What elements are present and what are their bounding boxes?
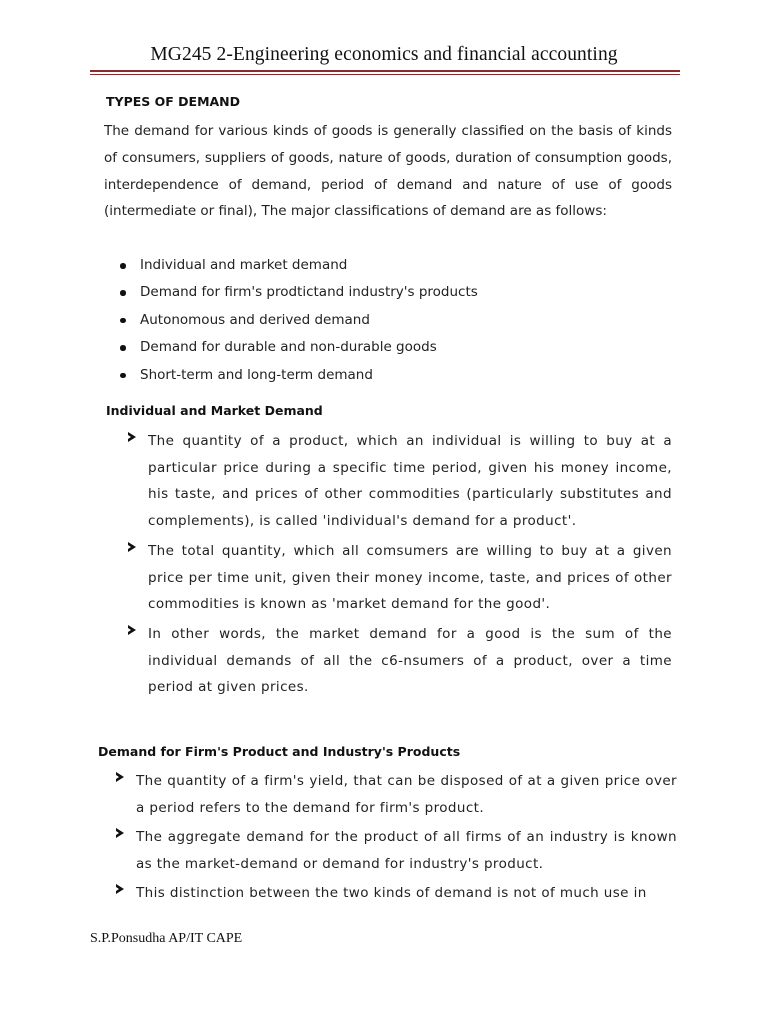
arrow-bullet-icon [116,828,124,838]
arrow-bullet-icon [128,432,136,442]
arrow-list-item: The aggregate demand for the product of all firms of an industry is known as the market-demand or demand for industry's product. [136,824,677,877]
section-heading-types-of-demand: TYPES OF DEMAND [106,94,241,109]
arrow-list-item: The total quantity, which all comsumers are willing to buy at a given price per time unit, given their money income, taste, and prices of other commodities is known as 'market demand for the good'. [148,538,672,618]
arrow-bullet-icon [128,625,136,635]
list-item: Demand for durable and non-durable goods [118,334,478,361]
list-item: Autonomous and derived demand [118,307,478,334]
footer-author: S.P.Ponsudha AP/IT CAPE [90,931,243,946]
bullet-dot-icon [120,290,126,296]
bullet-dot-icon [120,263,126,269]
list-item: Individual and market demand [118,252,478,279]
header-rule-thick [90,70,680,72]
bullet-dot-icon [120,318,126,324]
list-item: Short-term and long-term demand [118,362,478,389]
section-heading-firm-industry-demand: Demand for Firm's Product and Industry's Products [98,744,461,759]
header-rule-thin [90,74,680,75]
list-item: Demand for firm's prodtictand industry's products [118,279,478,306]
bullet-dot-icon [120,345,126,351]
demand-types-list [118,252,478,389]
bullet-dot-icon [120,373,126,379]
intro-paragraph: The demand for various kinds of goods is generally classified on the basis of kinds of consumers, suppliers of goods, nature of goods, duration of consumption goods, interdependence of demand, period of demand and nature of use of goods (intermediate or final), The major classifications of demand are as follows: [104,123,672,220]
document-title: MG245 2-Engineering economics and financial accounting [150,44,618,65]
arrow-bullet-icon [116,884,124,894]
arrow-list-item: In other words, the market demand for a good is the sum of the individual demands of all the c6-nsumers of a product, over a time period at given prices. [148,621,672,701]
arrow-list-item: The quantity of a product, which an individual is willing to buy at a particular price during a specific time period, given his money income, his taste, and prices of other commodities (particularly substitutes and complements), is called 'individual's demand for a product'. [148,428,672,534]
arrow-bullet-icon [116,772,124,782]
section-heading-individual-market-demand: Individual and Market Demand [106,403,323,418]
arrow-bullet-icon [128,542,136,552]
arrow-list-item: This distinction between the two kinds of demand is not of much use in [136,880,677,907]
arrow-list-item: The quantity of a firm's yield, that can be disposed of at a given price over a period refers to the demand for firm's product. [136,768,677,821]
